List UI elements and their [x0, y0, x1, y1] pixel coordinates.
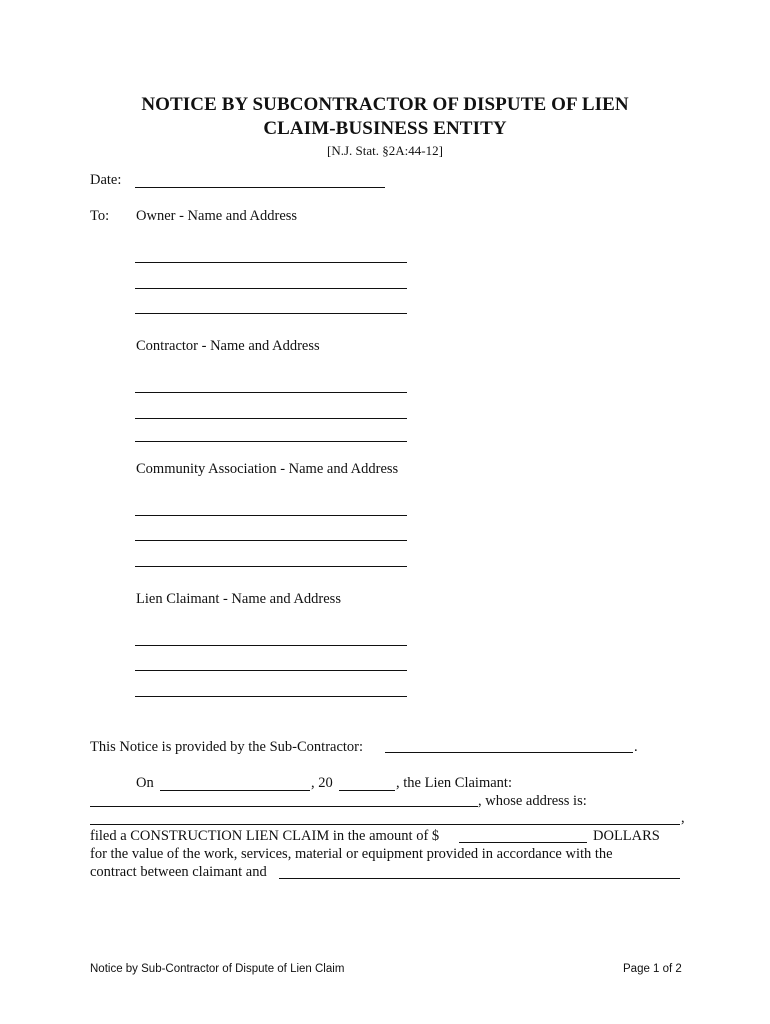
on-label: On	[136, 775, 154, 791]
statute-citation: [N.J. Stat. §2A:44-12]	[327, 143, 443, 158]
association-heading: Community Association - Name and Address	[136, 461, 399, 477]
document-title-line-1: NOTICE BY SUBCONTRACTOR OF DISPUTE OF LIEN	[141, 94, 629, 115]
lien-claimant-line-3[interactable]	[135, 696, 407, 697]
filed-claim-text: filed a CONSTRUCTION LIEN CLAIM in the amount of $	[90, 828, 440, 844]
address-comma: ,	[681, 810, 685, 826]
footer-page-number: Page 1 of 2	[623, 963, 682, 975]
owner-line-1[interactable]	[135, 262, 407, 263]
contractor-line-1[interactable]	[135, 392, 407, 393]
dollars-text: DOLLARS	[593, 828, 660, 844]
association-line-1[interactable]	[135, 515, 407, 516]
value-of-work-text: for the value of the work, services, material or equipment provided in accordance with the	[90, 846, 613, 862]
date-label: Date:	[90, 172, 122, 188]
provided-by-period: .	[634, 739, 638, 755]
year-field[interactable]	[339, 790, 395, 791]
footer-document-name: Notice by Sub-Contractor of Dispute of Lien Claim	[90, 963, 345, 975]
date-field[interactable]	[135, 187, 385, 188]
association-line-3[interactable]	[135, 566, 407, 567]
lien-claimant-text: , the Lien Claimant:	[396, 775, 512, 791]
owner-line-3[interactable]	[135, 313, 407, 314]
on-date-field[interactable]	[160, 790, 310, 791]
contractor-heading: Contractor - Name and Address	[136, 338, 320, 354]
whose-address-text: , whose address is:	[478, 793, 587, 809]
owner-heading: Owner - Name and Address	[136, 208, 298, 224]
document-title-line-2: CLAIM-BUSINESS ENTITY	[263, 118, 507, 139]
lien-claimant-line-2[interactable]	[135, 670, 407, 671]
owner-line-2[interactable]	[135, 288, 407, 289]
comma-20-text: , 20	[311, 775, 333, 791]
contractor-line-3[interactable]	[135, 441, 407, 442]
subcontractor-name-field[interactable]	[385, 752, 633, 753]
claimant-name-field[interactable]	[90, 806, 478, 807]
contract-party-field[interactable]	[279, 878, 680, 879]
provided-by-text: This Notice is provided by the Sub-Contractor:	[90, 739, 364, 755]
to-label: To:	[90, 208, 110, 224]
contract-between-text: contract between claimant and	[90, 864, 267, 880]
claim-amount-field[interactable]	[459, 842, 587, 843]
claimant-address-field[interactable]	[90, 824, 680, 825]
contractor-line-2[interactable]	[135, 418, 407, 419]
lien-claimant-line-1[interactable]	[135, 645, 407, 646]
association-line-2[interactable]	[135, 540, 407, 541]
lien-claimant-heading: Lien Claimant - Name and Address	[136, 591, 341, 607]
